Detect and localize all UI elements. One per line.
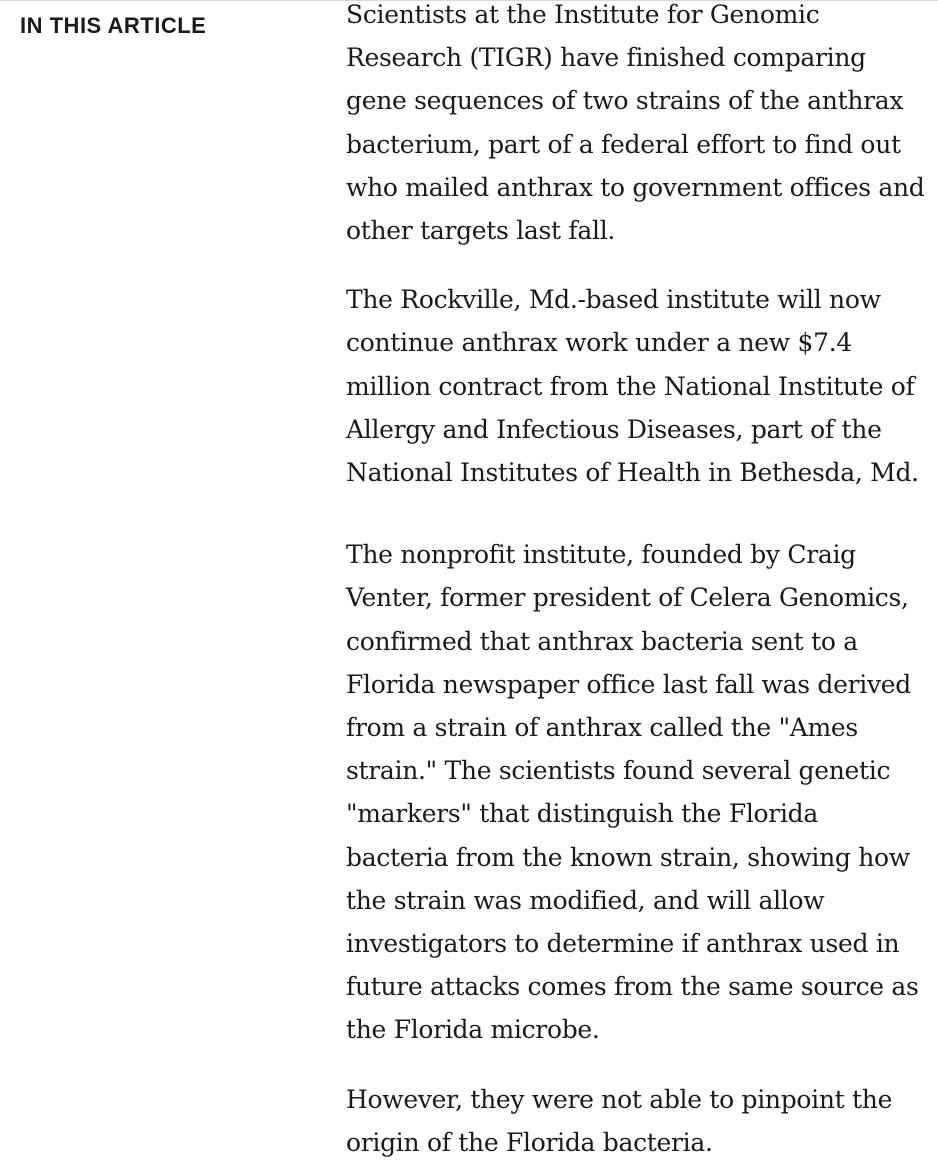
- in-this-article-label: IN THIS ARTICLE: [20, 13, 207, 38]
- article-paragraph-2: The Rockville, Md.-based institute will now continue anthrax work under a new $7.4 million contract from the National Institute of Allergy and Infectious Diseases, part of the National Institutes of Health in Bethesda, Md.: [346, 285, 919, 488]
- article-paragraph-4: However, they were not able to pinpoint the origin of the Florida bacteria.: [346, 1084, 893, 1157]
- article-body: [346, 0, 926, 1164]
- article-paragraph-3: The nonprofit institute, founded by Craig Venter, former president of Celera Genomics, confirmed that anthrax bacteria sent to a Florida newspaper office last fall was derived from a strain of anthrax called the "Ames strain." The scientists found several genetic "markers" that distinguish the Florida bacteria from the known strain, showing how the strain was modified, and will allow investigators to determine if anthrax used in future attacks comes from the same source as the Florida microbe.: [346, 540, 919, 1045]
- article-paragraph-1: Scientists at the Institute for Genomic Research (TIGR) have finished comparing gene sequences of two strains of the anthrax bacterium, part of a federal effort to find out who mailed anthrax to government offices and other targets last fall.: [346, 0, 925, 246]
